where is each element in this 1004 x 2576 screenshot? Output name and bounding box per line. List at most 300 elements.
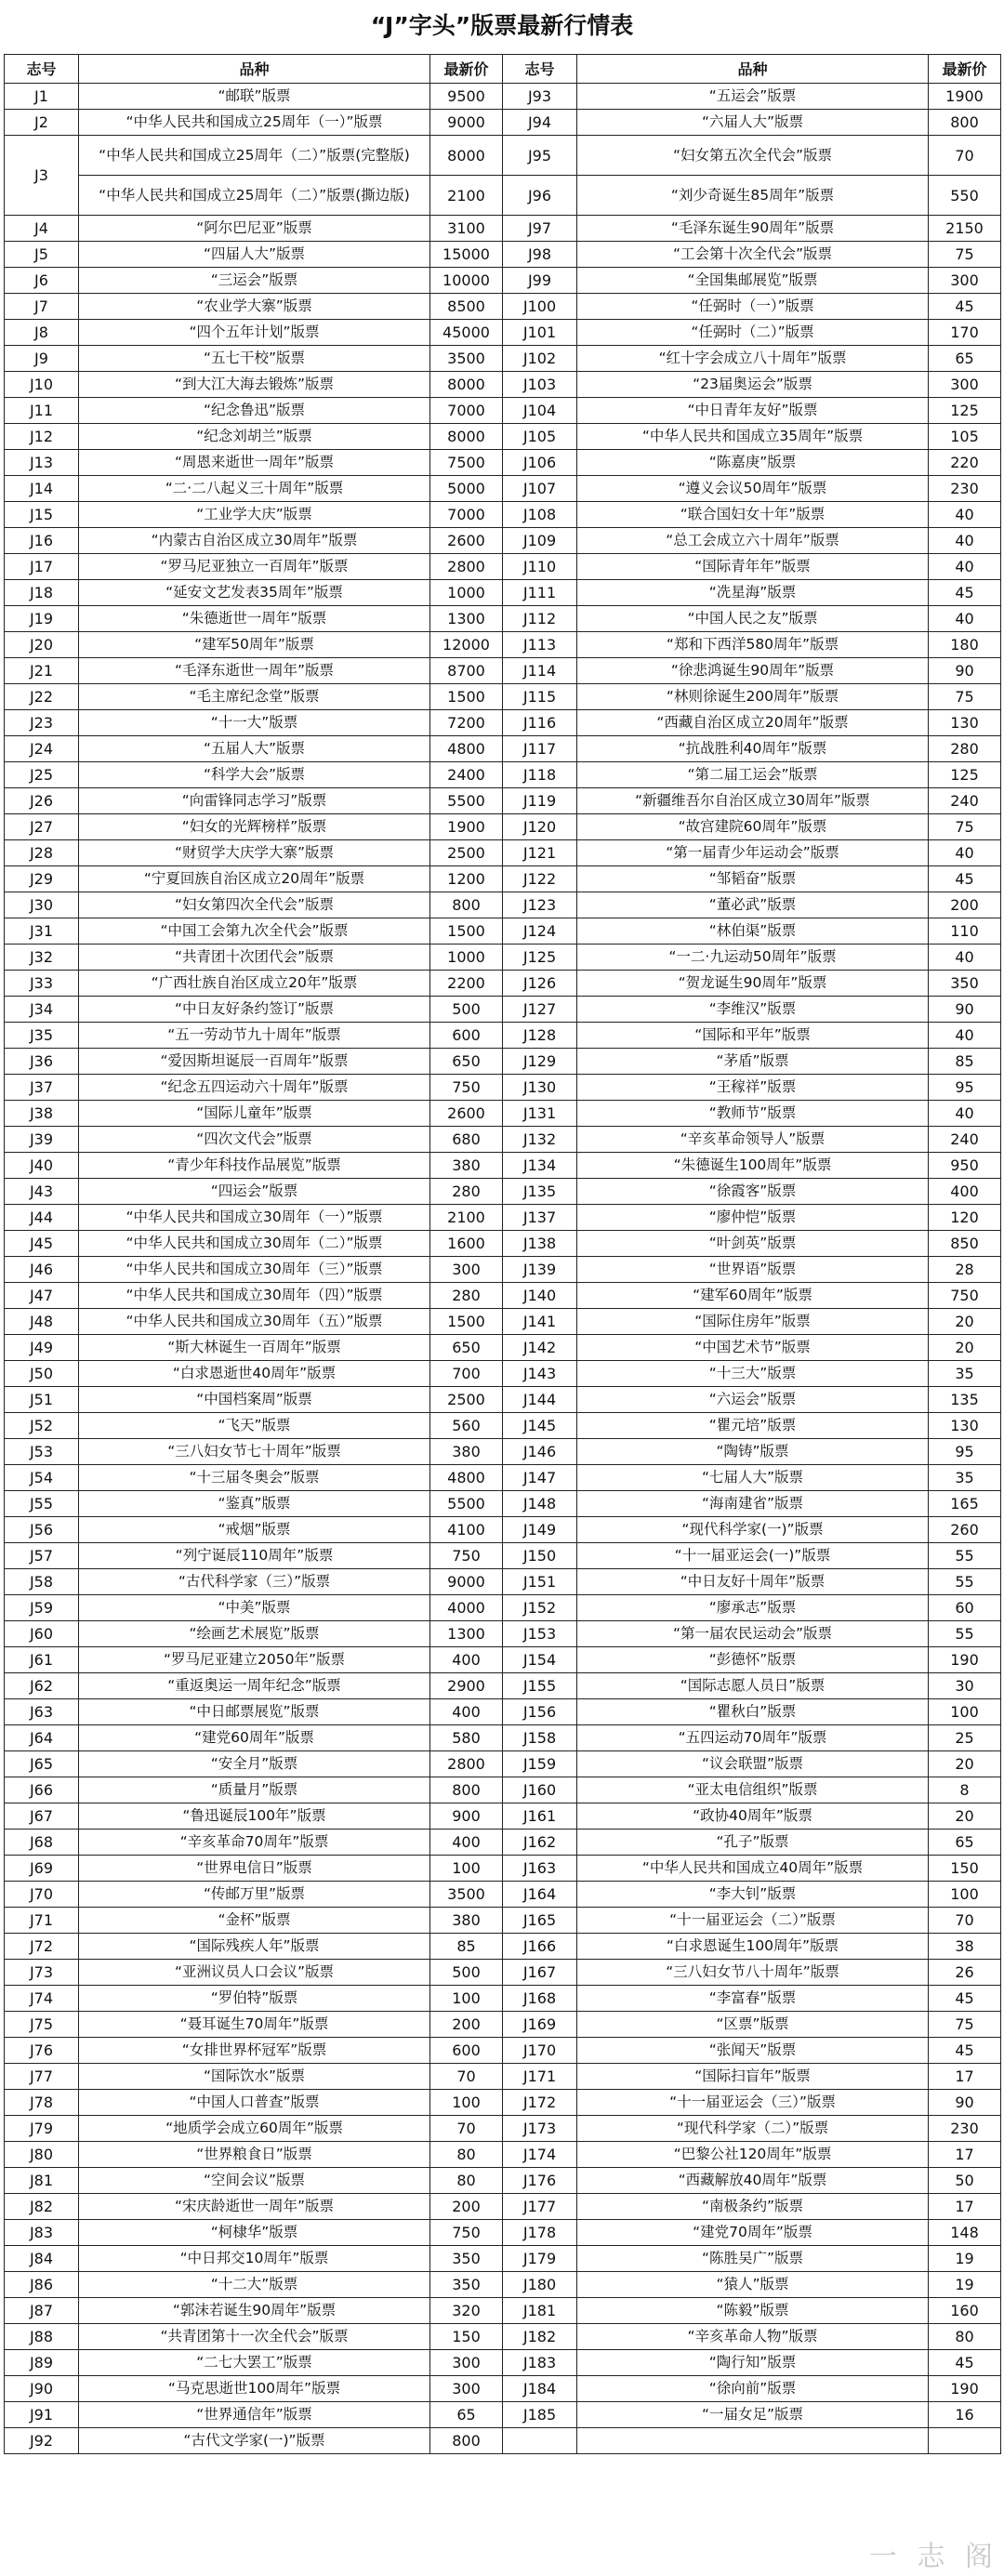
stamp-price-left: 1500 <box>430 1309 503 1335</box>
table-row <box>5 294 1001 320</box>
stamp-price-left: 280 <box>430 1179 503 1205</box>
stamp-name-right: “第一届农民运动会”版票 <box>577 1621 929 1647</box>
stamp-name-left: “毛主席纪念堂”版票 <box>79 684 430 710</box>
table-row <box>5 2298 1001 2324</box>
stamp-price-right: 75 <box>929 2012 1001 2038</box>
header-row <box>5 55 1001 84</box>
stamp-price-left: 750 <box>430 1543 503 1569</box>
stamp-code-left: J45 <box>5 1231 79 1257</box>
stamp-code-right: J140 <box>503 1283 577 1309</box>
stamp-name-left: “世界粮食日”版票 <box>79 2142 430 2168</box>
stamp-price-right: 26 <box>929 1960 1001 1986</box>
stamp-price-right: 40 <box>929 528 1001 554</box>
stamp-name-right: “任弼时（一）”版票 <box>577 294 929 320</box>
stamp-price-right: 180 <box>929 632 1001 658</box>
stamp-name-right: “瞿元培”版票 <box>577 1413 929 1439</box>
stamp-name-right: “毛泽东诞生90周年”版票 <box>577 216 929 242</box>
stamp-price-left: 280 <box>430 1283 503 1309</box>
stamp-code-left: J37 <box>5 1075 79 1101</box>
table-row <box>5 945 1001 971</box>
stamp-price-left: 1200 <box>430 866 503 892</box>
stamp-code-right: J146 <box>503 1439 577 1465</box>
stamp-price-right: 20 <box>929 1335 1001 1361</box>
stamp-price-right: 40 <box>929 1101 1001 1127</box>
stamp-code-right: J173 <box>503 2116 577 2142</box>
empty-cell <box>929 2428 1001 2454</box>
stamp-name-left: “罗马尼亚建立2050年”版票 <box>79 1647 430 1673</box>
table-row <box>5 1673 1001 1699</box>
stamp-code-left: J16 <box>5 528 79 554</box>
stamp-code-left: J3 <box>5 136 79 216</box>
stamp-price-left: 800 <box>430 1777 503 1803</box>
table-row <box>5 918 1001 945</box>
stamp-name-left: “辛亥革命70周年”版票 <box>79 1830 430 1856</box>
stamp-price-right: 28 <box>929 1257 1001 1283</box>
stamp-price-right: 40 <box>929 606 1001 632</box>
stamp-price-left: 45000 <box>430 320 503 346</box>
stamp-price-right: 120 <box>929 1205 1001 1231</box>
table-row <box>5 502 1001 528</box>
table-row <box>5 2116 1001 2142</box>
stamp-code-left: J92 <box>5 2428 79 2454</box>
stamp-code-right: J120 <box>503 814 577 840</box>
stamp-code-right: J163 <box>503 1856 577 1882</box>
stamp-price-left: 200 <box>430 2012 503 2038</box>
stamp-name-right: “十一届亚运会(一)”版票 <box>577 1543 929 1569</box>
table-row <box>5 632 1001 658</box>
stamp-price-right: 17 <box>929 2194 1001 2220</box>
stamp-name-left: “工业学大庆”版票 <box>79 502 430 528</box>
table-row <box>5 1231 1001 1257</box>
stamp-name-right: “十三大”版票 <box>577 1361 929 1387</box>
stamp-code-right: J150 <box>503 1543 577 1569</box>
stamp-price-left: 350 <box>430 2272 503 2298</box>
stamp-price-right: 30 <box>929 1673 1001 1699</box>
stamp-code-left: J73 <box>5 1960 79 1986</box>
stamp-name-left: “爱因斯坦诞辰一百周年”版票 <box>79 1049 430 1075</box>
stamp-price-left: 80 <box>430 2168 503 2194</box>
stamp-name-left: “安全月”版票 <box>79 1751 430 1777</box>
table-row <box>5 1569 1001 1595</box>
stamp-price-left: 560 <box>430 1413 503 1439</box>
stamp-name-left: “纪念刘胡兰”版票 <box>79 424 430 450</box>
stamp-name-right: “现代科学家（二）”版票 <box>577 2116 929 2142</box>
table-row <box>5 268 1001 294</box>
stamp-name-left: “二·二八起义三十周年”版票 <box>79 476 430 502</box>
stamp-price-left: 80 <box>430 2142 503 2168</box>
table-row <box>5 2428 1001 2454</box>
stamp-code-left: J2 <box>5 110 79 136</box>
stamp-name-right: “国际志愿人员日”版票 <box>577 1673 929 1699</box>
stamp-code-right: J155 <box>503 1673 577 1699</box>
stamp-code-right: J131 <box>503 1101 577 1127</box>
stamp-name-left: “纪念鲁迅”版票 <box>79 398 430 424</box>
stamp-code-right: J130 <box>503 1075 577 1101</box>
stamp-name-right: “廖仲恺”版票 <box>577 1205 929 1231</box>
stamp-code-left: J46 <box>5 1257 79 1283</box>
stamp-name-right: “一二·九运动50周年”版票 <box>577 945 929 971</box>
stamp-code-left: J24 <box>5 736 79 762</box>
stamp-code-left: J7 <box>5 294 79 320</box>
stamp-code-right: J161 <box>503 1803 577 1830</box>
stamp-price-left: 320 <box>430 2298 503 2324</box>
stamp-code-left: J76 <box>5 2038 79 2064</box>
stamp-price-right: 170 <box>929 320 1001 346</box>
table-row <box>5 1023 1001 1049</box>
stamp-name-right: “叶剑英”版票 <box>577 1231 929 1257</box>
stamp-price-right: 100 <box>929 1699 1001 1725</box>
table-row <box>5 1517 1001 1543</box>
stamp-name-right: “中日青年友好”版票 <box>577 398 929 424</box>
stamp-name-right: “议会联盟”版票 <box>577 1751 929 1777</box>
stamp-name-left: “中华人民共和国成立25周年（二）”版票(完整版) <box>79 136 430 176</box>
header-code-right: 志号 <box>503 55 577 84</box>
stamp-price-left: 400 <box>430 1699 503 1725</box>
stamp-code-left: J58 <box>5 1569 79 1595</box>
stamp-price-left: 1500 <box>430 918 503 945</box>
stamp-code-right: J124 <box>503 918 577 945</box>
stamp-price-right: 50 <box>929 2168 1001 2194</box>
table-row <box>5 866 1001 892</box>
stamp-name-left: “朱德逝世一周年”版票 <box>79 606 430 632</box>
stamp-price-right: 165 <box>929 1491 1001 1517</box>
table-row <box>5 2168 1001 2194</box>
stamp-price-left: 800 <box>430 2428 503 2454</box>
stamp-name-left: “亚洲议员人口会议”版票 <box>79 1960 430 1986</box>
stamp-price-right: 135 <box>929 1387 1001 1413</box>
stamp-code-right: J138 <box>503 1231 577 1257</box>
table-row <box>5 1725 1001 1751</box>
stamp-name-right: “彭德怀”版票 <box>577 1647 929 1673</box>
stamp-name-right: “孔子”版票 <box>577 1830 929 1856</box>
stamp-price-right: 40 <box>929 840 1001 866</box>
stamp-code-right: J139 <box>503 1257 577 1283</box>
stamp-price-left: 1300 <box>430 1621 503 1647</box>
stamp-name-right: “六届人大”版票 <box>577 110 929 136</box>
stamp-code-right: J168 <box>503 1986 577 2012</box>
stamp-name-left: “柯棣华”版票 <box>79 2220 430 2246</box>
table-row <box>5 710 1001 736</box>
stamp-price-left: 65 <box>430 2402 503 2428</box>
stamp-price-left: 5500 <box>430 788 503 814</box>
stamp-code-left: J86 <box>5 2272 79 2298</box>
stamp-name-right: “李维汉”版票 <box>577 997 929 1023</box>
table-row <box>5 892 1001 918</box>
stamp-name-left: “二七大罢工”版票 <box>79 2350 430 2376</box>
stamp-name-left: “中华人民共和国成立25周年（一）”版票 <box>79 110 430 136</box>
stamp-name-right: “冼星海”版票 <box>577 580 929 606</box>
stamp-price-right: 17 <box>929 2142 1001 2168</box>
stamp-name-left: “马克思逝世100周年”版票 <box>79 2376 430 2402</box>
stamp-price-left: 85 <box>430 1934 503 1960</box>
table-row <box>5 1934 1001 1960</box>
stamp-price-right: 75 <box>929 814 1001 840</box>
table-row <box>5 684 1001 710</box>
stamp-code-left: J49 <box>5 1335 79 1361</box>
stamp-code-right: J129 <box>503 1049 577 1075</box>
stamp-name-right: “李大钊”版票 <box>577 1882 929 1908</box>
stamp-name-left: “中日友好条约签订”版票 <box>79 997 430 1023</box>
stamp-code-left: J26 <box>5 788 79 814</box>
stamp-name-right: “陶行知”版票 <box>577 2350 929 2376</box>
stamp-code-left: J80 <box>5 2142 79 2168</box>
stamp-name-right: “陈毅”版票 <box>577 2298 929 2324</box>
stamp-price-right: 45 <box>929 866 1001 892</box>
table-row <box>5 2064 1001 2090</box>
stamp-code-left: J35 <box>5 1023 79 1049</box>
stamp-price-right: 230 <box>929 476 1001 502</box>
stamp-name-right: “总工会成立六十周年”版票 <box>577 528 929 554</box>
stamp-price-right: 40 <box>929 554 1001 580</box>
table-row <box>5 971 1001 997</box>
table-row <box>5 2194 1001 2220</box>
stamp-code-left: J69 <box>5 1856 79 1882</box>
stamp-name-right: “红十字会成立八十周年”版票 <box>577 346 929 372</box>
stamp-code-right: J126 <box>503 971 577 997</box>
stamp-price-right: 75 <box>929 684 1001 710</box>
stamp-price-right: 80 <box>929 2324 1001 2350</box>
stamp-code-right: J177 <box>503 2194 577 2220</box>
stamp-price-left: 900 <box>430 1803 503 1830</box>
stamp-name-left: “中日邦交10周年”版票 <box>79 2246 430 2272</box>
stamp-price-left: 7500 <box>430 450 503 476</box>
stamp-code-right: J117 <box>503 736 577 762</box>
table-row <box>5 528 1001 554</box>
stamp-code-left: J57 <box>5 1543 79 1569</box>
stamp-name-left: “阿尔巴尼亚”版票 <box>79 216 430 242</box>
stamp-code-left: J14 <box>5 476 79 502</box>
stamp-price-right: 19 <box>929 2246 1001 2272</box>
table-row <box>5 1101 1001 1127</box>
stamp-code-left: J84 <box>5 2246 79 2272</box>
table-row <box>5 1309 1001 1335</box>
stamp-name-left: “列宁诞辰110周年”版票 <box>79 1543 430 1569</box>
stamp-code-right: J169 <box>503 2012 577 2038</box>
table-row <box>5 1075 1001 1101</box>
stamp-name-left: “毛泽东逝世一周年”版票 <box>79 658 430 684</box>
stamp-code-right: J115 <box>503 684 577 710</box>
stamp-price-left: 9000 <box>430 1569 503 1595</box>
stamp-code-left: J28 <box>5 840 79 866</box>
stamp-name-left: “三运会”版票 <box>79 268 430 294</box>
stamp-name-left: “延安文艺发表35周年”版票 <box>79 580 430 606</box>
stamp-price-left: 10000 <box>430 268 503 294</box>
stamp-name-left: “宋庆龄逝世一周年”版票 <box>79 2194 430 2220</box>
stamp-price-left: 2800 <box>430 1751 503 1777</box>
stamp-price-right: 230 <box>929 2116 1001 2142</box>
stamp-code-right: J184 <box>503 2376 577 2402</box>
stamp-name-right: “徐向前”版票 <box>577 2376 929 2402</box>
stamp-price-left: 1300 <box>430 606 503 632</box>
stamp-code-right: J145 <box>503 1413 577 1439</box>
stamp-price-right: 60 <box>929 1595 1001 1621</box>
stamp-price-right: 148 <box>929 2220 1001 2246</box>
table-row <box>5 2090 1001 2116</box>
stamp-price-right: 750 <box>929 1283 1001 1309</box>
stamp-name-right: “中日友好十周年”版票 <box>577 1569 929 1595</box>
stamp-code-right: J135 <box>503 1179 577 1205</box>
stamp-name-left: “绘画艺术展览”版票 <box>79 1621 430 1647</box>
stamp-price-right: 16 <box>929 2402 1001 2428</box>
stamp-code-right: J116 <box>503 710 577 736</box>
stamp-name-left: “古代科学家（三）”版票 <box>79 1569 430 1595</box>
table-row <box>5 372 1001 398</box>
stamp-code-right: J159 <box>503 1751 577 1777</box>
stamp-code-left: J20 <box>5 632 79 658</box>
stamp-price-right: 95 <box>929 1439 1001 1465</box>
stamp-price-right: 105 <box>929 424 1001 450</box>
table-row <box>5 1465 1001 1491</box>
header-name-left: 品种 <box>79 55 430 84</box>
stamp-price-left: 8000 <box>430 424 503 450</box>
stamp-name-right: “李富春”版票 <box>577 1986 929 2012</box>
stamp-code-left: J82 <box>5 2194 79 2220</box>
table-row <box>5 136 1001 176</box>
stamp-name-right: “现代科学家(一)”版票 <box>577 1517 929 1543</box>
table-row <box>5 762 1001 788</box>
table-row <box>5 176 1001 216</box>
stamp-name-right: “任弼时（二）”版票 <box>577 320 929 346</box>
stamp-code-left: J31 <box>5 918 79 945</box>
stamp-code-right: J121 <box>503 840 577 866</box>
stamp-code-right: J143 <box>503 1361 577 1387</box>
stamp-code-left: J66 <box>5 1777 79 1803</box>
table-row <box>5 1049 1001 1075</box>
stamp-code-left: J6 <box>5 268 79 294</box>
stamp-price-right: 35 <box>929 1465 1001 1491</box>
stamp-code-right: J97 <box>503 216 577 242</box>
stamp-code-right: J141 <box>503 1309 577 1335</box>
table-row <box>5 814 1001 840</box>
table-row <box>5 216 1001 242</box>
stamp-code-left: J36 <box>5 1049 79 1075</box>
stamp-name-right: “遵义会议50周年”版票 <box>577 476 929 502</box>
stamp-code-left: J68 <box>5 1830 79 1856</box>
stamp-name-left: “中日邮票展览”版票 <box>79 1699 430 1725</box>
stamp-price-right: 300 <box>929 372 1001 398</box>
stamp-price-left: 750 <box>430 2220 503 2246</box>
stamp-price-left: 3100 <box>430 216 503 242</box>
stamp-price-right: 240 <box>929 1127 1001 1153</box>
stamp-price-left: 380 <box>430 1908 503 1934</box>
stamp-price-left: 500 <box>430 997 503 1023</box>
stamp-price-right: 75 <box>929 242 1001 268</box>
stamp-price-left: 150 <box>430 2324 503 2350</box>
stamp-price-left: 7200 <box>430 710 503 736</box>
table-row <box>5 788 1001 814</box>
stamp-code-right: J166 <box>503 1934 577 1960</box>
stamp-code-right: J106 <box>503 450 577 476</box>
stamp-code-left: J21 <box>5 658 79 684</box>
table-row <box>5 346 1001 372</box>
stamp-code-right: J182 <box>503 2324 577 2350</box>
price-table-container <box>4 54 1000 2454</box>
stamp-code-right: J181 <box>503 2298 577 2324</box>
stamp-name-right: “辛亥革命人物”版票 <box>577 2324 929 2350</box>
stamp-code-right: J127 <box>503 997 577 1023</box>
stamp-code-right: J148 <box>503 1491 577 1517</box>
table-row <box>5 84 1001 110</box>
stamp-code-left: J30 <box>5 892 79 918</box>
stamp-price-right: 45 <box>929 294 1001 320</box>
table-row <box>5 840 1001 866</box>
stamp-code-left: J25 <box>5 762 79 788</box>
stamp-code-left: J75 <box>5 2012 79 2038</box>
table-row <box>5 606 1001 632</box>
stamp-code-right: J99 <box>503 268 577 294</box>
stamp-price-right: 240 <box>929 788 1001 814</box>
stamp-price-left: 2900 <box>430 1673 503 1699</box>
stamp-code-left: J78 <box>5 2090 79 2116</box>
stamp-code-right: J170 <box>503 2038 577 2064</box>
stamp-price-right: 350 <box>929 971 1001 997</box>
stamp-price-right: 20 <box>929 1309 1001 1335</box>
stamp-name-left: “五一劳动节九十周年”版票 <box>79 1023 430 1049</box>
stamp-price-right: 100 <box>929 1882 1001 1908</box>
table-row <box>5 110 1001 136</box>
stamp-code-right: J119 <box>503 788 577 814</box>
stamp-price-left: 750 <box>430 1075 503 1101</box>
stamp-name-left: “世界电信日”版票 <box>79 1856 430 1882</box>
stamp-price-right: 280 <box>929 736 1001 762</box>
stamp-price-left: 1900 <box>430 814 503 840</box>
stamp-name-left: “中华人民共和国成立30周年（五）”版票 <box>79 1309 430 1335</box>
table-row <box>5 736 1001 762</box>
stamp-name-right: “世界语”版票 <box>577 1257 929 1283</box>
table-row <box>5 1856 1001 1882</box>
stamp-code-right: J122 <box>503 866 577 892</box>
stamp-price-right: 130 <box>929 1413 1001 1439</box>
stamp-name-right: “五四运动70周年”版票 <box>577 1725 929 1751</box>
stamp-price-left: 350 <box>430 2246 503 2272</box>
stamp-name-right: “郑和下西洋580周年”版票 <box>577 632 929 658</box>
stamp-name-left: “鲁迅诞辰100年”版票 <box>79 1803 430 1830</box>
stamp-code-right: J137 <box>503 1205 577 1231</box>
stamp-price-left: 300 <box>430 1257 503 1283</box>
stamp-code-left: J77 <box>5 2064 79 2090</box>
table-row <box>5 1986 1001 2012</box>
stamp-code-left: J54 <box>5 1465 79 1491</box>
stamp-code-left: J70 <box>5 1882 79 1908</box>
stamp-name-right: “董必武”版票 <box>577 892 929 918</box>
stamp-name-right: “王稼祥”版票 <box>577 1075 929 1101</box>
table-row <box>5 2376 1001 2402</box>
stamp-name-left: “共青团第十一次全代会”版票 <box>79 2324 430 2350</box>
stamp-price-right: 90 <box>929 658 1001 684</box>
stamp-name-left: “中国人口普查”版票 <box>79 2090 430 2116</box>
stamp-price-left: 680 <box>430 1127 503 1153</box>
table-row <box>5 1439 1001 1465</box>
stamp-name-left: “共青团十次团代会”版票 <box>79 945 430 971</box>
stamp-price-right: 90 <box>929 2090 1001 2116</box>
stamp-name-right: “贺龙诞生90周年”版票 <box>577 971 929 997</box>
table-row <box>5 1777 1001 1803</box>
stamp-price-left: 580 <box>430 1725 503 1751</box>
stamp-price-left: 2100 <box>430 1205 503 1231</box>
stamp-code-left: J17 <box>5 554 79 580</box>
stamp-code-left: J34 <box>5 997 79 1023</box>
stamp-code-left: J23 <box>5 710 79 736</box>
stamp-code-right: J180 <box>503 2272 577 2298</box>
stamp-code-right: J167 <box>503 1960 577 1986</box>
stamp-code-left: J9 <box>5 346 79 372</box>
stamp-code-right: J107 <box>503 476 577 502</box>
stamp-name-left: “科学大会”版票 <box>79 762 430 788</box>
stamp-price-left: 380 <box>430 1153 503 1179</box>
table-row <box>5 1491 1001 1517</box>
stamp-price-left: 5500 <box>430 1491 503 1517</box>
stamp-price-right: 8 <box>929 1777 1001 1803</box>
